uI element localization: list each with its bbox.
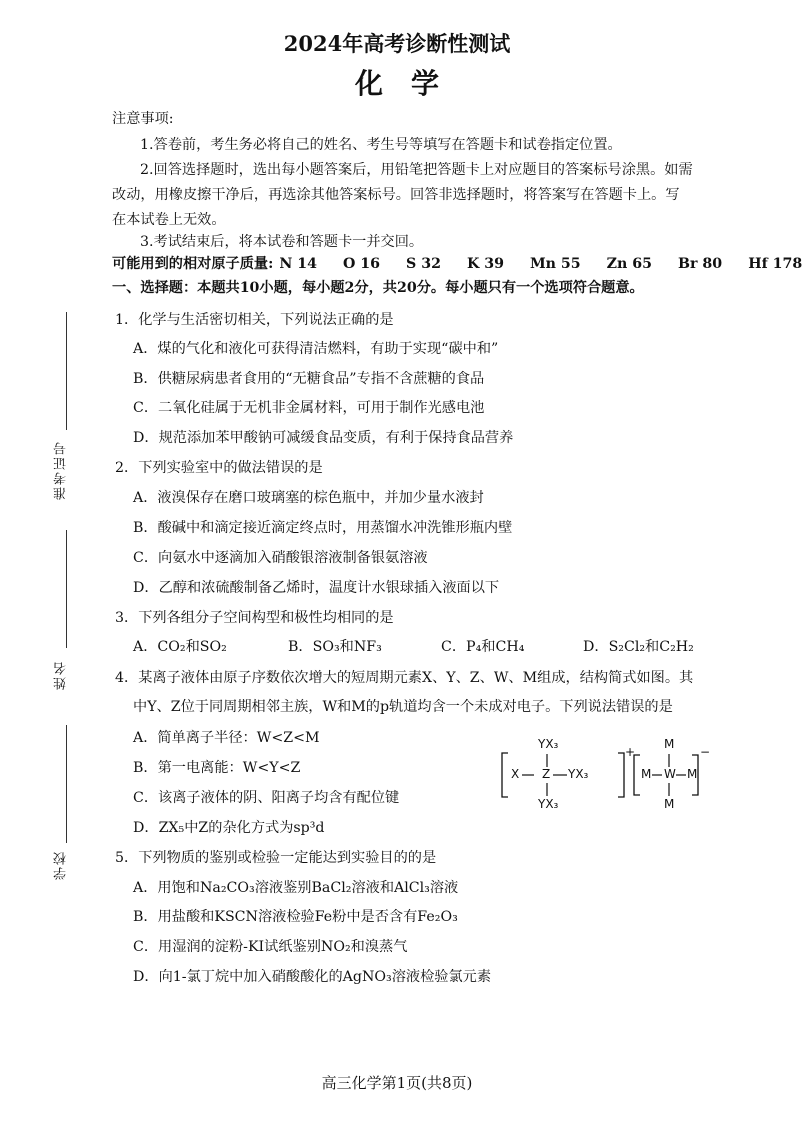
question-3-stem: 3．下列各组分子空间构型和极性均相同的是 bbox=[115, 610, 394, 626]
mass-k: K 39 bbox=[466, 256, 504, 272]
margin-line-3 bbox=[66, 725, 67, 843]
mass-mn: Mn 55 bbox=[529, 256, 581, 272]
mass-n: N 14 bbox=[279, 256, 317, 272]
question-5-option-c: C．用湿润的淀粉-KI试纸鉴别NO₂和溴蒸气 bbox=[133, 939, 408, 955]
notice-line-1: 1.答卷前，考生务必将自己的姓名、考生号等填写在答题卡和试卷指定位置。 bbox=[140, 137, 622, 153]
question-4-option-a: A．简单离子半径：W<Z<M bbox=[133, 730, 320, 746]
question-2-option-c: C．向氨水中逐滴加入硝酸银溶液制备银氨溶液 bbox=[133, 550, 428, 566]
mass-hf: Hf 178 bbox=[748, 256, 802, 272]
structure-bonds bbox=[500, 735, 730, 845]
subject-title: 化学 bbox=[354, 67, 467, 100]
question-5-option-b: B．用盐酸和KSCN溶液检验Fe粉中是否含有Fe₂O₃ bbox=[133, 909, 458, 925]
structure-yx3-bottom: YX₃ bbox=[538, 797, 559, 811]
mass-s: S 32 bbox=[406, 256, 441, 272]
margin-line-2 bbox=[66, 530, 67, 648]
structure-m-top: M bbox=[664, 737, 675, 751]
structure-z: Z bbox=[542, 767, 551, 781]
question-1-option-c: C．二氧化硅属于无机非金属材料，可用于制作光感电池 bbox=[133, 400, 485, 416]
notice-line-4: 在本试卷上无效。 bbox=[112, 212, 226, 228]
atomic-masses-label: 可能用到的相对原子质量: bbox=[112, 256, 274, 272]
question-3-option-a: A．CO₂和SO₂ bbox=[133, 639, 227, 655]
structure-m-bottom: M bbox=[664, 797, 675, 811]
margin-name-label: 姓名 bbox=[54, 660, 69, 690]
question-2-option-a: A．液溴保存在磨口玻璃塞的棕色瓶中，并加少量水液封 bbox=[133, 490, 484, 506]
margin-school-label: 学校 bbox=[54, 850, 69, 880]
page-footer: 高三化学第1页(共8页) bbox=[321, 1074, 473, 1092]
structure-yx3-right: YX₃ bbox=[568, 767, 589, 781]
question-4-stem-line-2: 中Y、Z位于同周期相邻主族，W和M的p轨道均含一个未成对电子。下列说法错误的是 bbox=[133, 699, 673, 715]
exam-title: 2024年高考诊断性测试 bbox=[283, 31, 511, 56]
notice-line-5: 3.考试结束后，将本试卷和答题卡一并交回。 bbox=[140, 234, 424, 250]
question-3-option-d: D．S₂Cl₂和C₂H₂ bbox=[583, 639, 694, 655]
question-3-option-b: B．SO₃和NF₃ bbox=[288, 639, 382, 655]
question-4-option-b: B．第一电离能：W<Y<Z bbox=[133, 760, 301, 776]
ionic-liquid-structure bbox=[500, 735, 730, 845]
question-4-option-d: D．ZX₅中Z的杂化方式为sp³d bbox=[133, 820, 325, 836]
question-2-option-d: D．乙醇和浓硫酸制备乙烯时，温度计水银球插入液面以下 bbox=[133, 580, 500, 596]
notice-line-3: 改动，用橡皮擦干净后，再选涂其他答案标号。回答非选择题时，将答案写在答题卡上。写 bbox=[112, 187, 680, 203]
mass-o: O 16 bbox=[342, 256, 381, 272]
mass-br: Br 80 bbox=[678, 256, 723, 272]
question-1-option-a: A．煤的气化和液化可获得清洁燃料，有助于实现“碳中和” bbox=[133, 341, 499, 357]
margin-exam-id-label: 准考证号 bbox=[54, 440, 69, 500]
question-5-option-d: D．向1-氯丁烷中加入硝酸酸化的AgNO₃溶液检验氯元素 bbox=[133, 969, 492, 985]
question-4-stem-line-1: 4．某离子液体由原子序数依次增大的短周期元素X、Y、Z、W、M组成，结构简式如图。其 bbox=[115, 670, 694, 686]
question-5-stem: 5．下列物质的鉴别或检验一定能达到实验目的的是 bbox=[115, 850, 437, 866]
structure-m-right: M bbox=[687, 767, 698, 781]
question-5-option-a: A．用饱和Na₂CO₃溶液鉴别BaCl₂溶液和AlCl₃溶液 bbox=[133, 880, 459, 896]
structure-cation-charge: + bbox=[625, 745, 636, 759]
structure-w: W bbox=[664, 767, 676, 781]
margin-line-1 bbox=[66, 312, 67, 430]
structure-m-left: M bbox=[641, 767, 652, 781]
notice-heading: 注意事项: bbox=[112, 111, 174, 127]
mass-zn: Zn 65 bbox=[606, 256, 653, 272]
question-3-option-c: C．P₄和CH₄ bbox=[441, 639, 525, 655]
question-1-option-d: D．规范添加苯甲酸钠可减缓食品变质，有利于保持食品营养 bbox=[133, 430, 514, 446]
section-heading: 一、选择题：本题共10小题，每小题2分，共20分。每小题只有一个选项符合题意。 bbox=[112, 280, 644, 296]
question-4-option-c: C．该离子液体的阴、阳离子均含有配位键 bbox=[133, 790, 400, 806]
structure-yx3-top: YX₃ bbox=[538, 737, 559, 751]
question-1-stem: 1．化学与生活密切相关，下列说法正确的是 bbox=[115, 312, 394, 328]
notice-line-2: 2.回答选择题时，选出每小题答案后，用铅笔把答题卡上对应题目的答案标号涂黑。如需 bbox=[140, 162, 693, 178]
atomic-masses bbox=[112, 253, 802, 273]
question-2-stem: 2．下列实验室中的做法错误的是 bbox=[115, 460, 323, 476]
structure-anion-charge: − bbox=[700, 745, 711, 759]
question-1-option-b: B．供糖尿病患者食用的“无糖食品”专指不含蔗糖的食品 bbox=[133, 371, 485, 387]
structure-x: X bbox=[511, 767, 520, 781]
question-2-option-b: B．酸碱中和滴定接近滴定终点时，用蒸馏水冲洗锥形瓶内壁 bbox=[133, 520, 513, 536]
